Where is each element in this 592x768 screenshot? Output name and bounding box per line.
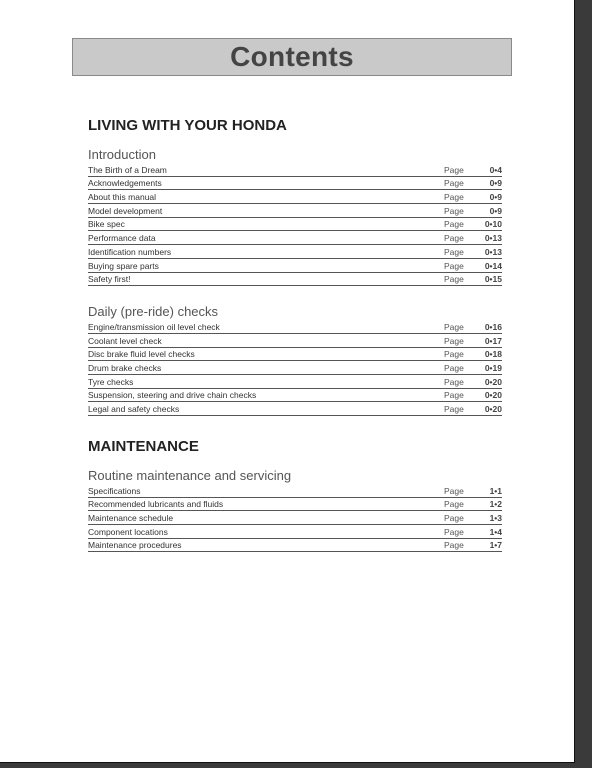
page-word: Page: [444, 260, 464, 271]
page-word: Page: [444, 513, 464, 524]
page-word: Page: [444, 349, 464, 360]
section-heading: Routine maintenance and servicing: [88, 468, 292, 483]
entry-label: About this manual: [88, 192, 157, 203]
page-number: 1•2: [489, 499, 502, 510]
toc-entry[interactable]: [88, 273, 502, 287]
entry-label: Maintenance schedule: [88, 513, 174, 524]
toc-entry[interactable]: [88, 361, 502, 375]
contents-list: [88, 114, 502, 552]
page-number: 0•15: [484, 274, 502, 285]
page-word: Page: [444, 390, 464, 401]
entry-label: Safety first!: [88, 274, 131, 285]
toc-entry[interactable]: [88, 259, 502, 273]
page-number: 0•9: [489, 178, 502, 189]
toc-entry[interactable]: [88, 402, 502, 416]
entry-label: Maintenance procedures: [88, 540, 182, 551]
page-word: Page: [444, 540, 464, 551]
entry-label: Recommended lubricants and fluids: [88, 499, 224, 510]
entry-label: Bike spec: [88, 219, 125, 230]
page-number: 0•13: [484, 233, 502, 244]
toc-entry[interactable]: [88, 163, 502, 177]
entry-label: Performance data: [88, 233, 156, 244]
page-title: Contents: [230, 41, 354, 72]
entry-label: Legal and safety checks: [88, 404, 180, 414]
toc-entry[interactable]: [88, 190, 502, 204]
page-number: 1•7: [489, 540, 502, 551]
page-word: Page: [444, 526, 464, 537]
entry-label: Acknowledgements: [88, 178, 162, 189]
page-word: Page: [444, 205, 464, 216]
toc-entry[interactable]: [88, 539, 502, 553]
page-word: Page: [444, 321, 464, 332]
toc-entry[interactable]: [88, 498, 502, 512]
page-word: Page: [444, 362, 464, 373]
page-number: 0•18: [484, 349, 502, 360]
toc-entry[interactable]: [88, 218, 502, 232]
page-word: Page: [444, 178, 464, 189]
toc-entry[interactable]: [88, 525, 502, 539]
toc-entry[interactable]: [88, 245, 502, 259]
page-number: 0•9: [489, 192, 502, 203]
section-heading: Daily (pre-ride) checks: [88, 304, 219, 320]
page-word: Page: [444, 376, 464, 387]
entry-label: Disc brake fluid level checks: [88, 349, 195, 360]
entry-label: Engine/transmission oil level check: [88, 321, 220, 332]
section-heading: Introduction: [88, 147, 156, 162]
page-number: 0•13: [484, 246, 502, 257]
page-word: Page: [444, 335, 464, 346]
entry-label: Suspension, steering and drive chain checks: [88, 390, 257, 401]
toc-entry[interactable]: [88, 204, 502, 218]
page-word: Page: [444, 219, 464, 230]
toc-entry[interactable]: [88, 231, 502, 245]
page-word: Page: [444, 274, 464, 285]
page-word: Page: [444, 485, 464, 496]
toc-entry[interactable]: [88, 320, 502, 334]
toc-entry[interactable]: [88, 177, 502, 191]
page-word: Page: [444, 192, 464, 203]
page-number: 1•4: [489, 526, 502, 537]
entry-label: Tyre checks: [88, 376, 134, 387]
page-word: Page: [444, 164, 464, 175]
toc-entry[interactable]: [88, 334, 502, 348]
entry-label: Component locations: [88, 526, 168, 537]
page-number: 1•1: [489, 485, 502, 496]
title-banner: [72, 38, 512, 76]
page-word: Page: [444, 499, 464, 510]
page-number: 0•20: [484, 404, 502, 414]
part-heading: MAINTENANCE: [88, 438, 199, 455]
toc-entry[interactable]: [88, 389, 502, 403]
page-number: 0•19: [484, 362, 502, 373]
entry-label: Buying spare parts: [88, 260, 159, 271]
page-word: Page: [444, 233, 464, 244]
page-number: 0•9: [489, 205, 502, 216]
entry-label: The Birth of a Dream: [88, 164, 167, 175]
page-number: 0•14: [484, 260, 502, 271]
entry-label: Identification numbers: [88, 246, 172, 257]
page-number: 0•17: [484, 335, 502, 346]
part-heading: LIVING WITH YOUR HONDA: [88, 117, 287, 134]
page-number: 0•4: [489, 164, 502, 175]
entry-label: Specifications: [88, 485, 141, 496]
page-word: Page: [444, 404, 464, 414]
toc-entry[interactable]: [88, 511, 502, 525]
toc-entry[interactable]: [88, 484, 502, 498]
page-number: 1•3: [489, 513, 502, 524]
toc-entry[interactable]: [88, 375, 502, 389]
entry-label: Drum brake checks: [88, 362, 162, 373]
page-number: 0•20: [484, 390, 502, 401]
page-number: 0•20: [484, 376, 502, 387]
page-number: 0•10: [484, 219, 502, 230]
toc-entry[interactable]: [88, 348, 502, 362]
entry-label: Coolant level check: [88, 335, 162, 346]
page-number: 0•16: [484, 321, 502, 332]
entry-label: Model development: [88, 205, 163, 216]
page-word: Page: [444, 246, 464, 257]
